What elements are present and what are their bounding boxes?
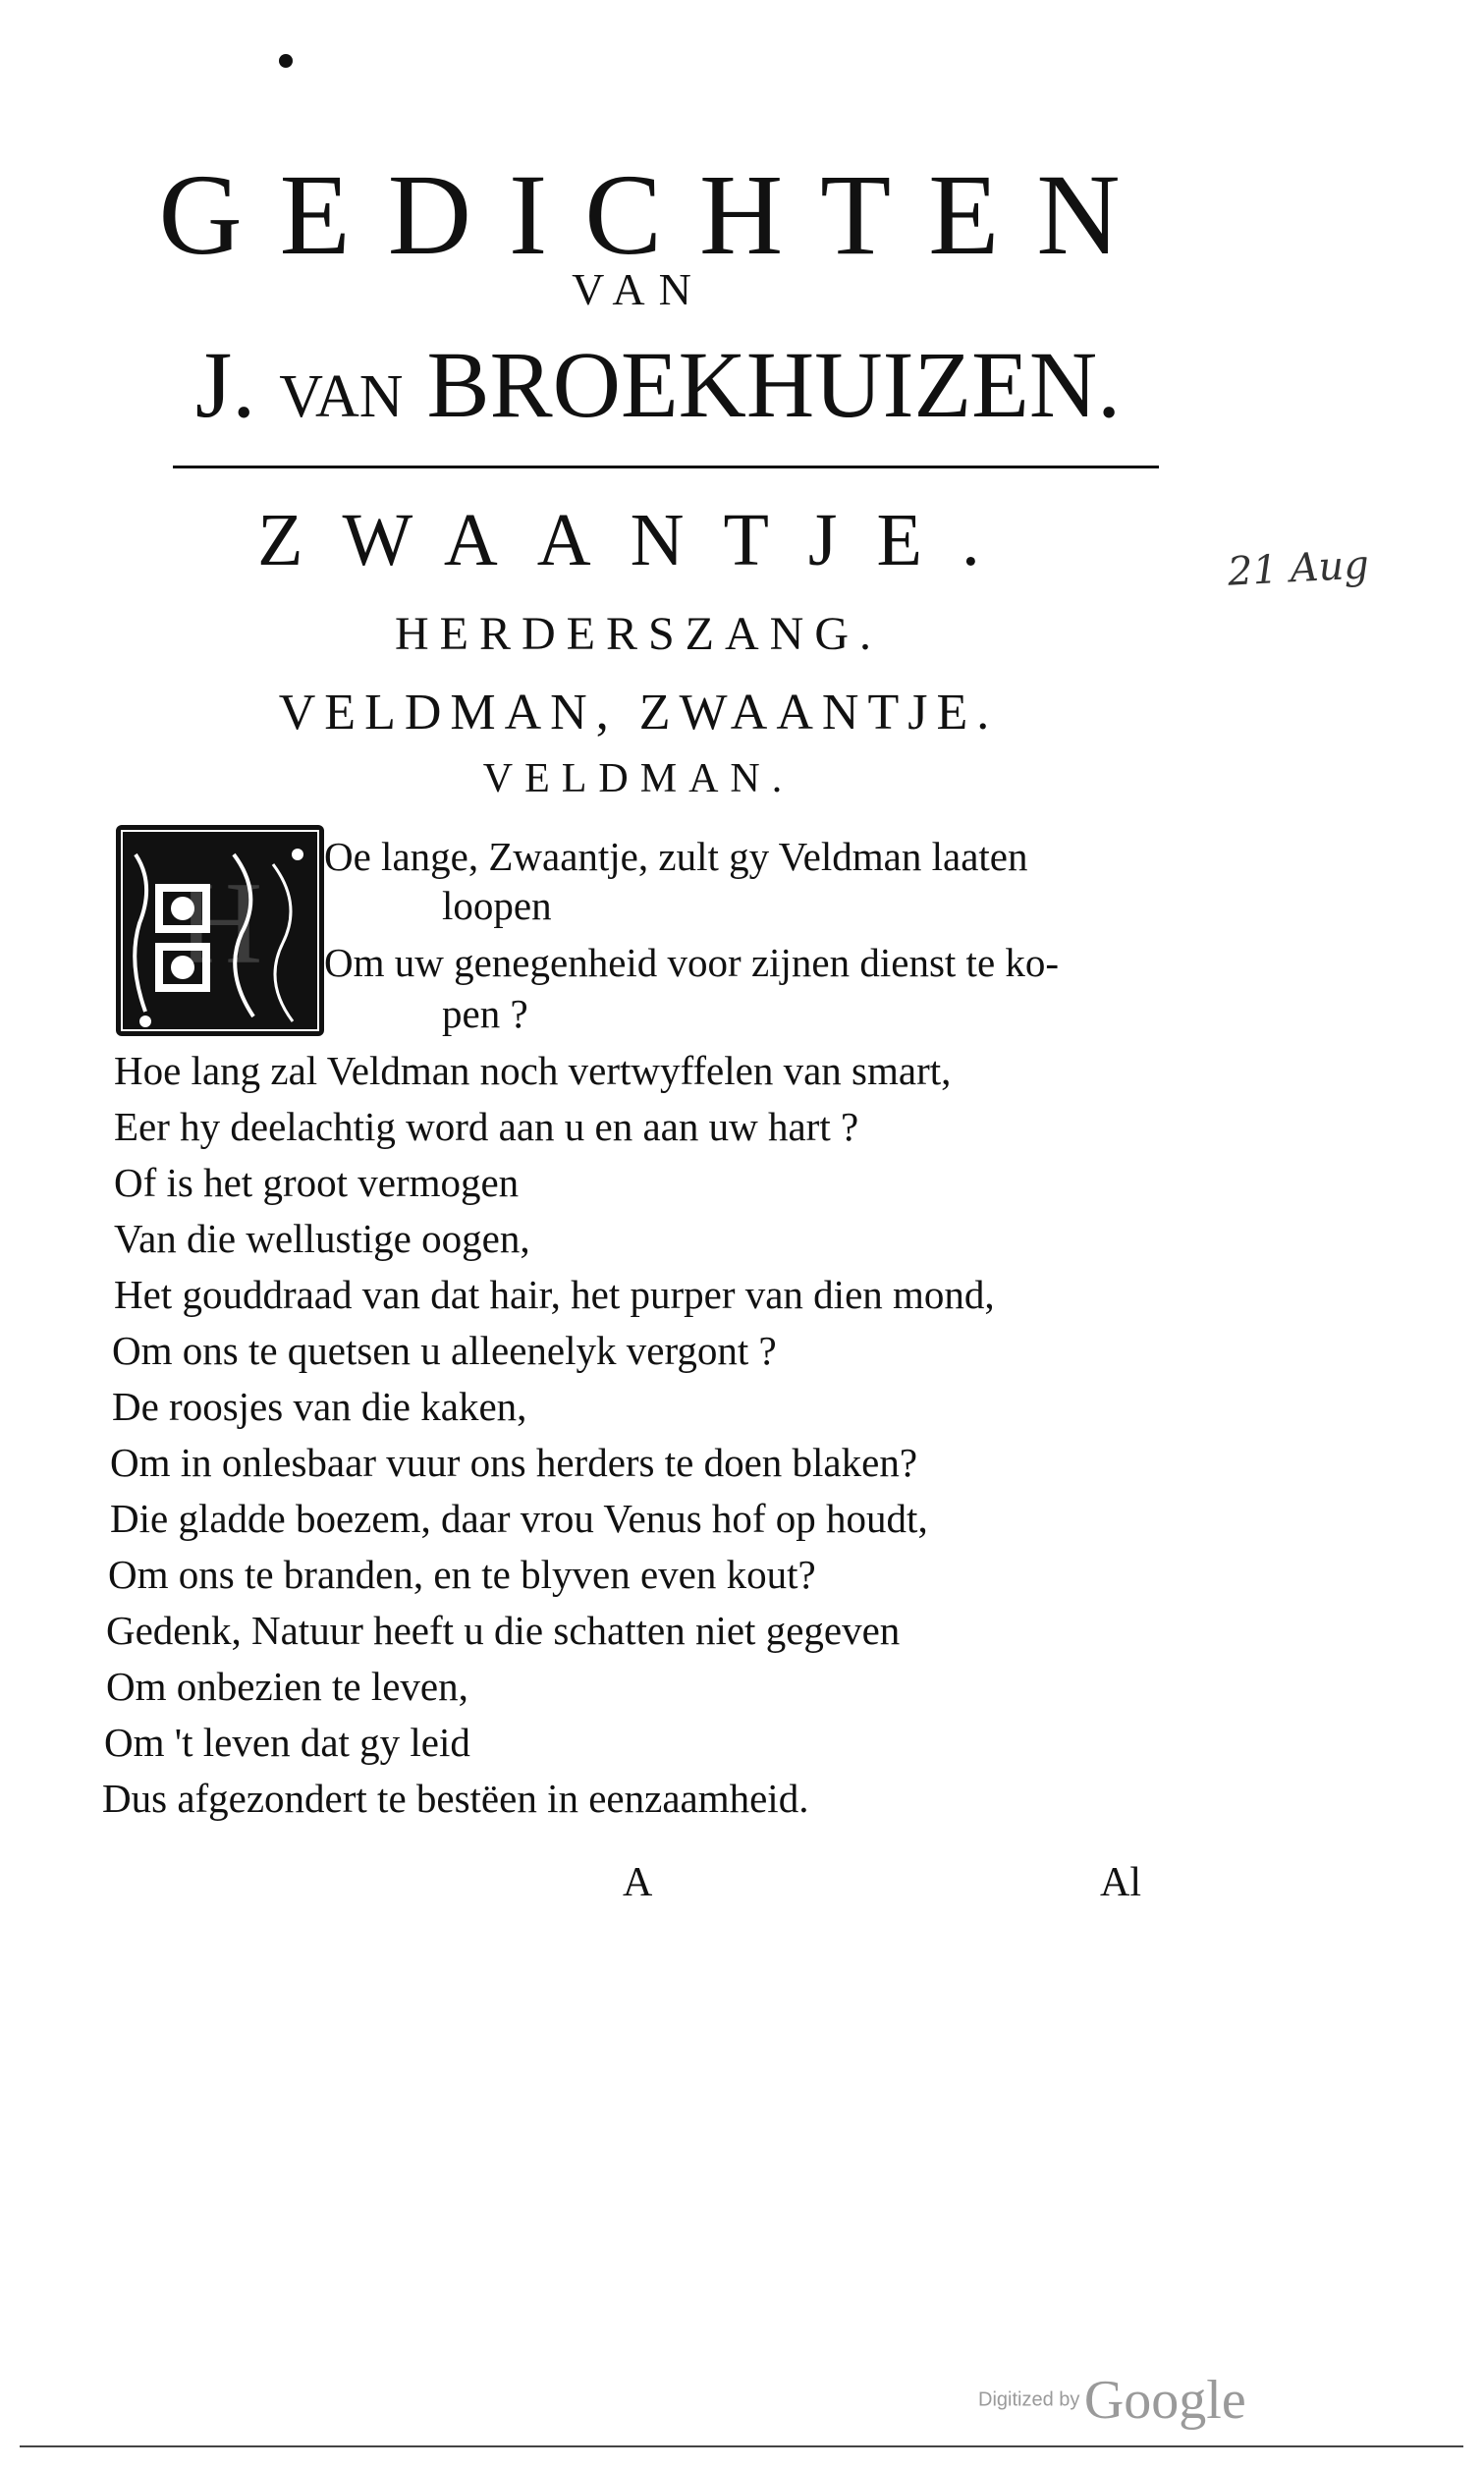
poem-line: Gedenk, Natuur heeft u die schatten niet gegeven (106, 1608, 901, 1653)
page-edge-line (20, 2445, 1463, 2447)
poem-line: Die gladde boezem, daar vrou Venus hof op houdt, (110, 1496, 928, 1541)
dropcap-initial (116, 825, 324, 1036)
poem-line: Oe lange, Zwaantje, zult gy Veldman laaten (324, 834, 1028, 879)
poem-genre: HERDERSZANG. (394, 608, 882, 660)
dropcap-letter: H (177, 857, 263, 988)
poem-line: Om in onlesbaar vuur ons herders te doen blaken? (110, 1440, 918, 1485)
author-name (118, 332, 1198, 437)
poem-line: Hoe lang zal Veldman noch vertwyffelen van smart, (114, 1048, 952, 1093)
poem-line: Het gouddraad van dat hair, het purper van dien mond, (114, 1272, 995, 1317)
poem-line: Dus afgezondert te bestëen in eenzaamheid. (102, 1776, 809, 1821)
title-rule (173, 466, 1159, 468)
author-surname: BROEKHUIZEN. (426, 332, 1122, 437)
speaker-tag: VELDMAN. (482, 756, 795, 801)
title-van: VAN (572, 264, 705, 314)
poem-line: loopen (442, 883, 552, 928)
author-van: VAN (279, 363, 404, 430)
poem-speakers: VELDMAN, ZWAANTJE. (278, 685, 999, 741)
poem-line: Van die wellustige oogen, (114, 1216, 530, 1261)
catchword: Al (1100, 1860, 1141, 1905)
poem-line: pen ? (442, 991, 528, 1036)
poem-line: Eer hy deelachtig word aan u en aan uw hart ? (114, 1104, 859, 1149)
poem-line: Om ons te branden, en te blyven even kout? (108, 1552, 816, 1597)
poem-line: De roosjes van die kaken, (112, 1384, 527, 1429)
poem-line: Om onbezien te leven, (106, 1664, 468, 1709)
handwritten-margin-note: 21 Aug (1226, 542, 1370, 595)
author-initial: J. (194, 332, 256, 437)
ornament-dot (279, 54, 293, 68)
poem-title: ZWAANTJE. (257, 499, 1019, 581)
poem-line: Om 't leven dat gy leid (104, 1720, 470, 1765)
digitized-watermark (978, 2369, 1246, 2432)
book-title: GEDICHTEN (158, 150, 1158, 279)
watermark-prefix: Digitized by (978, 2388, 1080, 2411)
poem-line: Of is het groot vermogen (114, 1160, 520, 1205)
poem-line: Om ons te quetsen u alleenelyk vergont ? (112, 1328, 777, 1373)
poem-line: Om uw genegenheid voor zijnen dienst te ko- (324, 940, 1060, 985)
watermark-brand: Google (1083, 2370, 1246, 2431)
signature-mark: A (623, 1860, 653, 1905)
